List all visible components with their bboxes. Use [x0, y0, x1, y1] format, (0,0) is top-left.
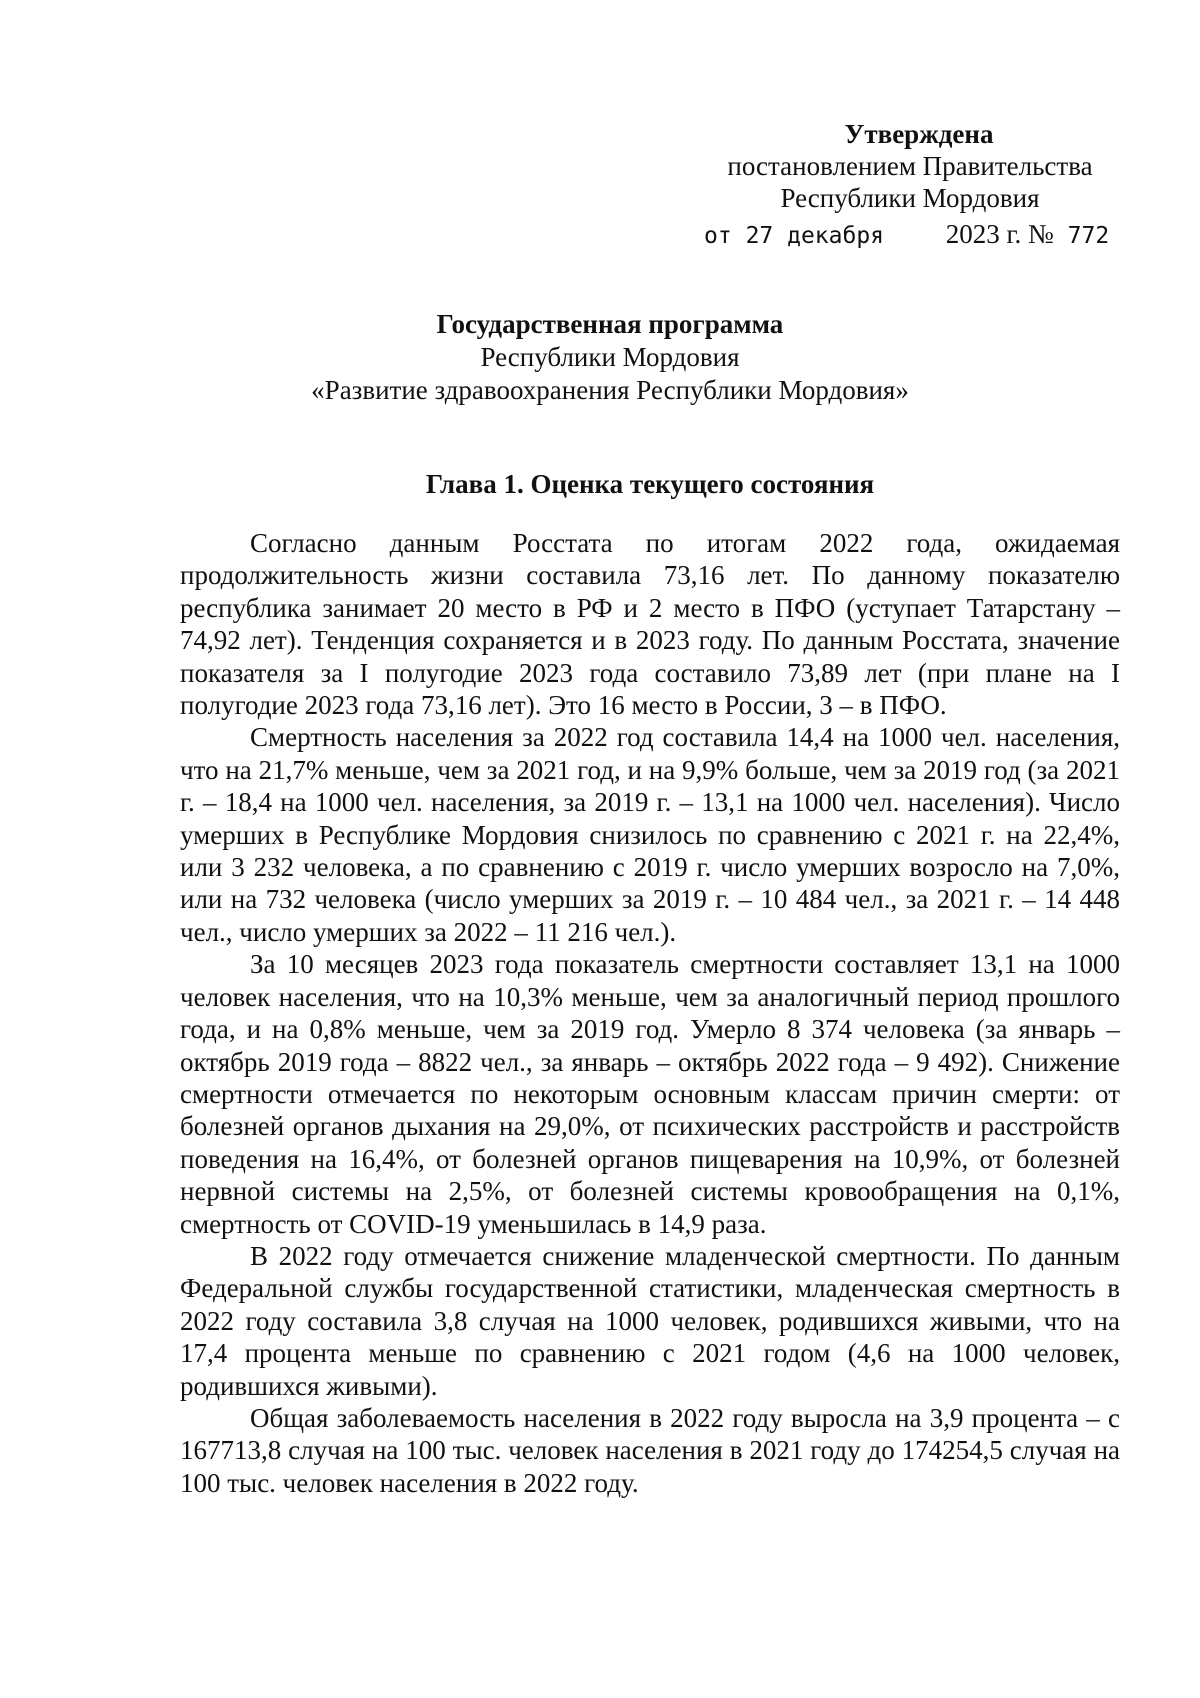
program-title: Государственная программа — [436, 309, 784, 339]
body-text — [180, 527, 1120, 1499]
approval-line-2: Республики Мордовия — [780, 183, 1040, 213]
date-prefix: от — [704, 223, 732, 249]
approval-block — [700, 118, 1120, 252]
paragraph: За 10 месяцев 2023 года показатель смертности составляет 13,1 на 1000 человек населения, что на 10,3% меньше, чем за аналогичный период прошлого года, и на 0,8% меньше, чем за 2019 год. Умерло 8 374 человека (за январь – октябрь 2019 года – 8822 чел., за январь – октябрь 2022 года – 9 492). Снижение смертности отмечается по некоторым основным классам причин смерти: от болезней органов дыхания на 29,0%, от психических расстройств и расстройств поведения на 16,4%, от болезней органов пищеварения на 10,9%, от болезней нервной системы на 2,5%, от болезней системы кровообращения на 0,1%, смертность от COVID-19 уменьшилась в 14,9 раза. — [180, 949, 1120, 1239]
paragraph: Согласно данным Росстата по итогам 2022 года, ожидаемая продолжительность жизни составила 73,16 лет. По данному показателю республика занимает 20 место в РФ и 2 место в ПФО (уступает Татарстану – 74,92 лет). Тенденция сохраняется и в 2023 году. По данным Росстата, значение показателя за I полугодие 2023 года составило 73,89 лет (при плане на I полугодие 2023 года 73,16 лет). Это 16 место в России, 3 – в ПФО. — [180, 528, 1120, 721]
paragraph: Общая заболеваемость населения в 2022 году выросла на 3,9 процента – с 167713,8 случая на 100 тыс. человек населения в 2021 году до 174254,5 случая на 100 тыс. человек населения в 2022 году. — [180, 1402, 1120, 1498]
program-subtitle: Республики Мордовия — [480, 342, 740, 372]
approval-line-1: постановлением Правительства — [727, 151, 1093, 181]
program-name: «Развитие здравоохранения Республики Мордовия» — [311, 375, 909, 405]
program-title-block — [250, 308, 970, 407]
approval-date-line — [700, 218, 1120, 252]
paragraph: В 2022 году отмечается снижение младенческой смертности. По данным Федеральной службы государственной статистики, младенческая смертность в 2022 году составила 3,8 случая на 1000 человек, родившихся живыми, что на 17,4 процента меньше по сравнению с 2021 годом (4,6 на 1000 человек, родившихся живыми). — [180, 1240, 1120, 1401]
approval-title: Утверждена — [844, 119, 994, 149]
paragraph: Смертность населения за 2022 год составила 14,4 на 1000 чел. населения, что на 21,7% меньше, чем за 2021 год, и на 9,9% больше, чем за 2019 год (за 2021 г. – 18,4 на 1000 чел. населения, за 2019 г. – 13,1 на 1000 чел. населения). Число умерших в Республике Мордовия снизилось по сравнению с 2021 г. на 22,4%, или 3 232 человека, а по сравнению с 2019 г. число умерших возросло на 7,0%, или на 732 человека (число умерших за 2019 г. – 10 484 чел., за 2021 г. – 14 448 чел., число умерших за 2022 – 11 216 чел.). — [180, 722, 1120, 947]
date-year: 2023 г. № — [945, 219, 1054, 249]
resolution-number: 772 — [1067, 223, 1110, 249]
chapter-heading: Глава 1. Оценка текущего состояния — [425, 469, 875, 499]
date-day-month: 27 декабря — [745, 223, 885, 249]
